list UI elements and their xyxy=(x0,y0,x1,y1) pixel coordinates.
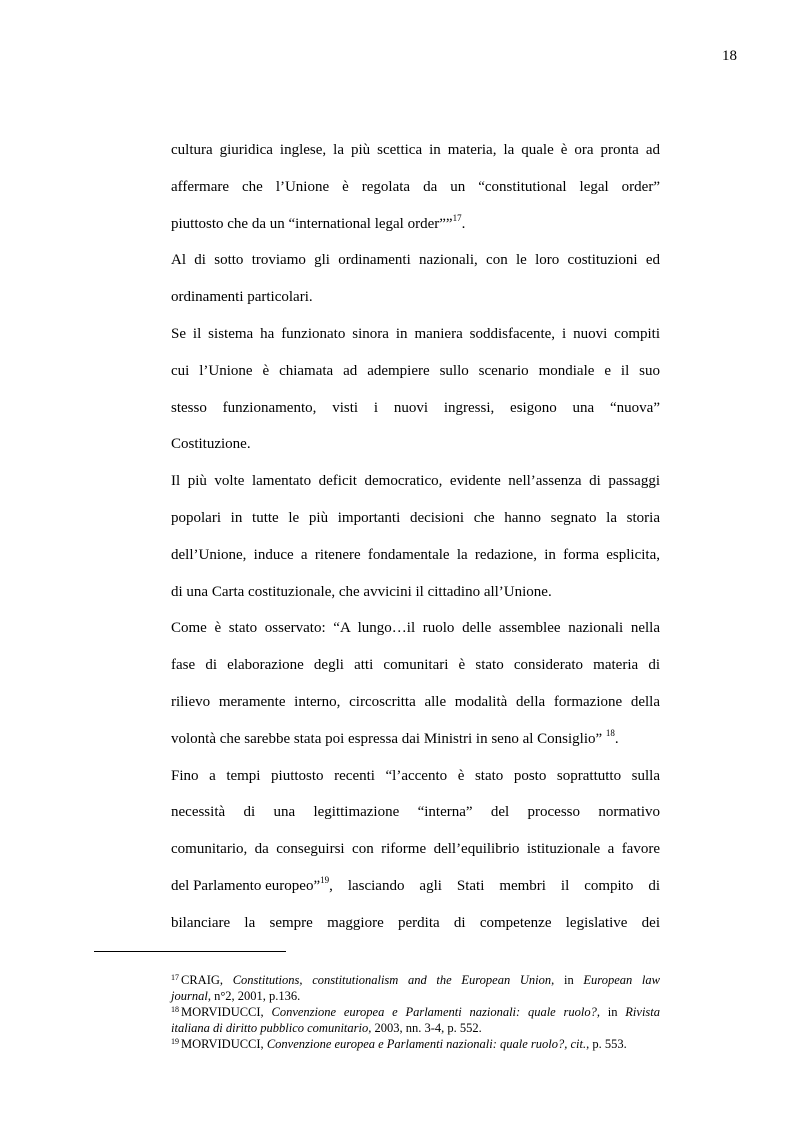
text-line xyxy=(171,876,660,913)
text-line: Fino a tempi piuttosto recenti “l’accento è stato posto soprattutto sulla xyxy=(171,767,660,784)
footnote-title: Convenzione europea e Parlamenti nazionali: quale ruolo?, xyxy=(271,1005,600,1019)
text-line: necessità di una legittimazione “interna” del processo normativo xyxy=(171,804,660,821)
text-fragment-a: del Parlamento europeo” xyxy=(171,877,321,894)
text-line: cui l’Unione è chiamata ad adempiere sullo scenario mondiale e il suo xyxy=(171,362,660,379)
text-line xyxy=(171,214,660,251)
text-line: fase di elaborazione degli atti comunitari è stato considerato materia di xyxy=(171,657,660,674)
footnote-number: 17 xyxy=(171,973,179,982)
footnote-title: Constitutions, constitutionalism and the European Union xyxy=(232,973,552,987)
footnote-author: CRAIG, xyxy=(181,973,233,987)
text-fragment: piuttosto che da un “international legal order”” xyxy=(171,215,453,232)
text-line: dell’Unione, induce a ritenere fondamentale la redazione, in forma esplicita, xyxy=(171,546,660,563)
text-line: comunitario, da conseguirsi con riforme dell’equilibrio istituzionale a favore xyxy=(171,841,660,858)
footnote-journal-cont: italiana di diritto pubblico comunitario, xyxy=(171,1021,372,1035)
footnote-mid: , in xyxy=(551,973,584,987)
text-line xyxy=(171,729,660,766)
footnote-18-cont xyxy=(171,1020,660,1036)
text-line: popolari in tutte le più importanti decisioni che hanno segnato la storia xyxy=(171,509,660,526)
text-fragment-b: , lasciando agli Stati membri il compito di xyxy=(329,877,660,894)
footnote-journal-cont: journal xyxy=(171,989,208,1003)
period: . xyxy=(614,730,619,747)
footnote-17-cont xyxy=(171,988,660,1004)
text-line: Al di sotto troviamo gli ordinamenti nazionali, con le loro costituzioni ed xyxy=(171,252,660,269)
footnote-author: MORVIDUCCI, xyxy=(181,1037,267,1051)
footnote-number: 18 xyxy=(171,1005,179,1014)
text-line: di una Carta costituzionale, che avvicini il cittadino all’Unione. xyxy=(171,583,552,600)
text-line: Se il sistema ha funzionato sinora in maniera soddisfacente, i nuovi compiti xyxy=(171,325,660,342)
text-line: bilanciare la sempre maggiore perdita di competenze legislative dei xyxy=(171,914,660,931)
text-fragment: volontà che sarebbe stata poi espressa dai Ministri in seno al Consiglio” xyxy=(171,730,603,747)
footnotes xyxy=(171,972,660,1052)
footnote-details: , p. 553. xyxy=(586,1037,627,1051)
footnote-ref-18[interactable]: 18 xyxy=(605,727,615,738)
footnote-details: , n°2, 2001, p.136. xyxy=(207,989,301,1003)
page-number: 18 xyxy=(722,48,737,64)
footnote-author: MORVIDUCCI, xyxy=(181,1005,272,1019)
text-line: affermare che l’Unione è regolata da un “constitutional legal order” xyxy=(171,178,660,195)
footnote-title: Convenzione europea e Parlamenti nazionali: quale ruolo?, cit. xyxy=(266,1037,587,1051)
text-fragment xyxy=(171,876,329,913)
body-text xyxy=(171,140,660,950)
text-line: stesso funzionamento, visti i nuovi ingressi, esigono una “nuova” xyxy=(171,399,660,416)
text-line: Costituzione. xyxy=(171,436,251,453)
footnote-separator xyxy=(94,951,286,952)
footnote-journal: Rivista xyxy=(625,1005,660,1019)
footnote-17 xyxy=(171,972,660,988)
text-line: rilievo meramente interno, circoscritta alle modalità della formazione della xyxy=(171,693,660,710)
period: . xyxy=(461,215,466,232)
footnote-18 xyxy=(171,1004,660,1020)
footnote-mid: in xyxy=(599,1005,626,1019)
footnote-ref-19[interactable]: 19 xyxy=(320,874,330,885)
text-line: ordinamenti particolari. xyxy=(171,289,313,306)
footnote-details: 2003, nn. 3-4, p. 552. xyxy=(371,1021,482,1035)
footnote-19 xyxy=(171,1036,660,1052)
text-line: cultura giuridica inglese, la più scettica in materia, la quale è ora pronta ad xyxy=(171,142,660,158)
footnote-ref-17[interactable]: 17 xyxy=(452,212,462,223)
text-line: Come è stato osservato: “A lungo…il ruolo delle assemblee nazionali nella xyxy=(171,620,660,637)
text-line: Il più volte lamentato deficit democratico, evidente nell’assenza di passaggi xyxy=(171,473,660,490)
footnote-number: 19 xyxy=(171,1037,179,1046)
footnote-journal: European law xyxy=(583,973,660,987)
